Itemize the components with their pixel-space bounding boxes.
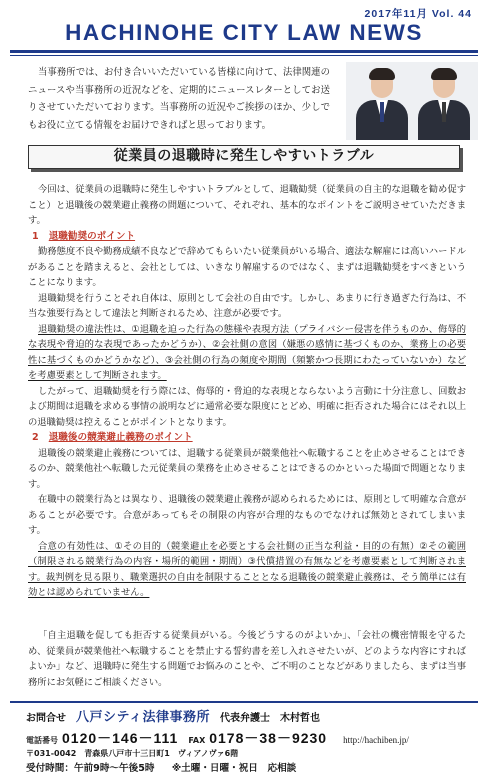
section-2-paragraph-1: 退職後の競業避止義務については、退職する従業員が競業他社へ転職することを止めさせることはできるのか、競業他社へ転職した元従業員の業務を止めさせることはできるのかといった場面で問題となります。: [28, 447, 466, 490]
firm-name: 八戸シティ法律事務所: [76, 710, 210, 725]
masthead-rule: [10, 50, 478, 53]
address: 〒031-0042 青森県八戸市十三日町1 ヴィアノヴァ6階: [26, 749, 239, 758]
section-2-number: 2: [32, 432, 39, 443]
section-1-paragraph-4: したがって、退職勧奨を行う際には、侮辱的・脅迫的な表現とならないよう言動に十分注意し、回数および期間は退職を求める事情の説明などに通常必要な限度にとどめ、明確に拒否された場合にはそれ以上の退職勧奨は控えることがポイントとなります。: [28, 385, 466, 428]
hours-row: [26, 760, 476, 774]
footer-rule: [10, 701, 478, 703]
section-1-paragraph-2: 退職勧奨を行うことそれ自体は、原則として会社の自由です。しかし、あまりに行き過ぎた行為は、不当な強要行為として違法と判断されるため、注意が必要です。: [28, 292, 466, 319]
contact-footer: [26, 706, 476, 774]
section-1-paragraph-3: 退職勧奨の違法性は、①退職を迫った行為の態様や表現方法（プライバシー侵害を伴うものか、侮辱的な表現や脅迫的な表現であったかどうか）、②会社側の意図（嫌悪の感情に基づくものか、業務上の必要性に基づくものかどうかなど）、③会社側の行為の頻度や期間（頻繁かつ長期にわたっていないか）などを考慮要素として判断されます。: [28, 323, 466, 381]
section-2-title: 退職後の競業避止義務のポイント: [48, 432, 193, 443]
tel-label: 電話番号: [26, 736, 58, 745]
weekend-note: ※土曜・日曜・祝日 応相談: [171, 763, 297, 774]
article-body: [28, 182, 466, 601]
issue-label: 2017年11月 Vol. 44: [364, 8, 472, 20]
section-1-paragraph-1: 勤務態度不良や勤務成績不良などで辞めてもらいたい従業員がいる場合、適法な解雇には高いハードルがあることを踏まえると、会社としては、いきなり解雇するのではなく、まずは退職勧奨をすべきということになります。: [28, 246, 466, 288]
section-2-paragraph-2: 在職中の競業行為とは異なり、退職後の競業避止義務が認められるためには、原則として明確な合意があることが必要です。合意があってもその制限の内容が合理的なものでなければ無効とされてしまいます。: [28, 494, 466, 536]
lawyers-photo: [346, 62, 478, 140]
website-link[interactable]: http://hachiben.jp/: [343, 735, 409, 745]
closing-paragraph: 「自主退職を促しても拒否する従業員がいる。今後どうするのがよいか」、「会社の機密情報を守るため、従業員が競業他社へ転職することを禁止する誓約書を差し入れさせたいが、どのような内容にすればよいか」など、退職時に発生する問題でお悩みのことや、ご不明のことなどがありましたら、まずは当事務所にお気軽にご相談ください。: [28, 630, 466, 688]
lawyer-portrait-left: [352, 62, 412, 140]
fax-label: FAX: [188, 736, 206, 745]
representative: 代表弁護士 木村哲也: [219, 713, 320, 724]
section-1-number: 1: [32, 230, 39, 242]
fax-number: 0178－38－9230: [209, 730, 328, 746]
lawyer-portrait-right: [414, 62, 474, 140]
section-2-paragraph-3: 合意の有効性は、①その目的（競業避止を必要とする会社側の正当な利益・目的の有無）②その範囲（制限される競業行為の内容・場所的範囲・期間）③代償措置の有無などを考慮要素として判断されます。裁判例を見る限り、職業選択の自由を制限することとなる退職後の競業避止義務は、そう簡単には有効とは認められていません。: [28, 540, 466, 598]
masthead-title: HACHINOHE CITY LAW NEWS: [65, 20, 423, 45]
article-lead: 今回は、従業員の退職時に発生しやすいトラブルとして、退職勧奨（従業員の自主的な退職を勧め促すこと）と退職後の競業避止義務の問題について、それぞれ、基本的なポイントをご説明させていただきます。: [28, 184, 466, 226]
article-title: 従業員の退職時に発生しやすいトラブル: [28, 145, 460, 169]
section-1-title: 退職勧奨のポイント: [48, 230, 136, 242]
phone-number[interactable]: 0120－146－111: [62, 730, 179, 746]
contact-label: お問合せ: [26, 713, 66, 724]
office-hours: 受付時間：午前9時〜午後5時: [26, 763, 155, 774]
section-2-heading: [32, 430, 466, 446]
masthead-rule-thin: [10, 55, 478, 56]
section-1-heading: [32, 229, 466, 245]
intro-text: 当事務所では、お付き合いいただいている皆様に向けて、法律関連のニュースや当事務所の近況などを、定期的にニュースレターとしてお送りさせていただいております。当事務所の近況やご挨拶のほか、少しでもお役に立てる情報をお届けできればと思っております。: [28, 67, 330, 131]
